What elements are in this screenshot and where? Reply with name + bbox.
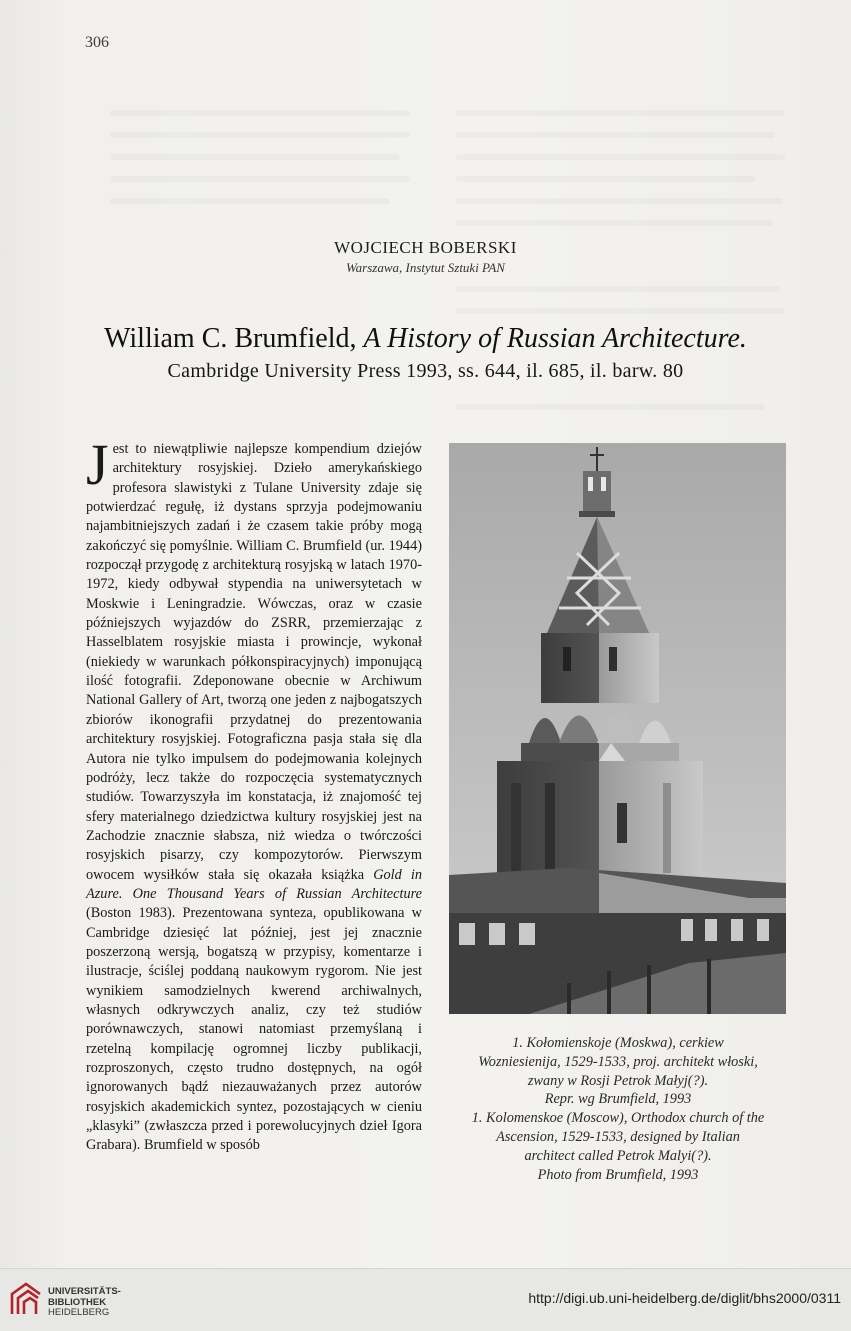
page-number: 306 bbox=[85, 34, 109, 51]
book-title-inline: Gold in Azure. One Thousand Years of Russian Architecture bbox=[86, 866, 422, 902]
caption-pl-line-3: zwany w Rosji Petrok Małyj(?). bbox=[527, 1072, 709, 1089]
caption-pl-line-4: Repr. wg Brumfield, 1993 bbox=[544, 1091, 692, 1108]
author-affiliation: Warszawa, Instytut Sztuki PAN bbox=[346, 260, 505, 275]
caption-pl-line-2: Wozniesienija, 1529-1533, proj. architekt włoski, bbox=[478, 1053, 758, 1070]
title-book: A History of Russian Architecture. bbox=[363, 323, 747, 354]
figure-caption bbox=[435, 1034, 801, 1184]
article-author: WOJCIECH BOBERSKI bbox=[334, 238, 517, 257]
body-text-part-2: (Boston 1983). Prezentowana synteza, opublikowana w Cambridge dziesięć lat później, jest jej znacznie poszerzoną wersją, bogatszą w przypisy, komentarze i ilustracje, ściślej poddaną naukowym rygorom. Nie jest wynikiem samodzielnych kwerend archiwalnych, własnych odkrywczych analiz, czy też studiów porównawczych, stanowi natomiast przemyślaną i rzetelną kompilację ogromnej liczby publikacji, rozproszonych, często trudno dostępnych, na ogół ignorowanych bądź niezauważanych przez autorów rosyjskich akademickich syntez, pozostających w cieniu „klasyki” (zwłaszcza przed i porewolucyjnych dzieł Igora Grabara). Brumfield w sposób bbox=[86, 905, 422, 1154]
library-name-line-3: HEIDELBERG bbox=[48, 1307, 110, 1318]
caption-en-line-1: 1. Kolomenskoe (Moscow), Orthodox church of the bbox=[471, 1110, 765, 1127]
permalink-url[interactable]: http://digi.ub.uni-heidelberg.de/diglit/bhs2000/0311 bbox=[528, 1290, 841, 1306]
library-logo-icon[interactable] bbox=[8, 1280, 44, 1320]
church-illustration bbox=[449, 443, 786, 1014]
article-body bbox=[86, 432, 422, 1156]
caption-pl-line-1: 1. Kołomienskoje (Moskwa), cerkiew bbox=[512, 1035, 724, 1051]
viewer-footer bbox=[0, 1268, 851, 1331]
library-name[interactable] bbox=[48, 1287, 121, 1319]
review-title bbox=[0, 323, 851, 355]
caption-en-line-3: architect called Petrok Malyi(?). bbox=[524, 1147, 712, 1164]
publication-details: Cambridge University Press 1993, ss. 644, il. 685, il. barw. 80 bbox=[167, 360, 684, 382]
caption-en-line-2: Ascension, 1529-1533, designed by Italian bbox=[496, 1128, 740, 1145]
body-text-part-1: est to niewątpliwie najlepsze kompendium dziejów architektury rosyjskiej. Dzieło amerykańskiego profesora slawistyki z Tulane University zdaje się potwierdzać regułę, iż dystans sprzyja podejmowaniu najambitniejszych zadań i że czasem takie próby mogą zakończyć się pomyślnie. William C. Brumfield (ur. 1944) rozpoczął przygodę z architekturą rosyjską w latach 1970-1972, kiedy odbywał stypendia na uniwersytetach w Moskwie i Leningradzie. Wówczas, oraz w czasie późniejszych wyjazdów do ZSRR, przemierzając z Hasselblatem rosyjskie miasta i prowincje, wykonał (niekiedy w warunkach półkonspiracyjnych) imponującą ilość fotografii. Zdeponowane obecnie w Archiwum National Gallery of Art, tworzą one jeden z najbogatszych zbiorów ikonografii przydatnej do prezentowania architektury rosyjskiej. Fotograficzna pasja stała się dla Autora nie tylko impulsem do podejmowania kolejnych podróży, lecz także do rozpoczęcia systematycznych studiów. Towarzyszyła im konstatacja, iż znajomość tej sfery materialnego dziedzictwa kultury rosyjskiej jest na Zachodzie znacznie słabsza, niż wiedza o twórczości rosyjskich pisarzy, czy kompozytorów. Pierwszym owocem wysiłków stała się okazała książka bbox=[86, 441, 422, 883]
library-name-line-1: UNIVERSITÄTS- bbox=[48, 1286, 121, 1297]
title-author: William C. Brumfield, bbox=[104, 323, 364, 354]
library-name-line-2: BIBLIOTHEK bbox=[48, 1296, 107, 1308]
church-photograph bbox=[449, 443, 786, 1014]
drop-cap: J bbox=[86, 432, 109, 497]
caption-en-line-4: Photo from Brumfield, 1993 bbox=[537, 1166, 699, 1183]
